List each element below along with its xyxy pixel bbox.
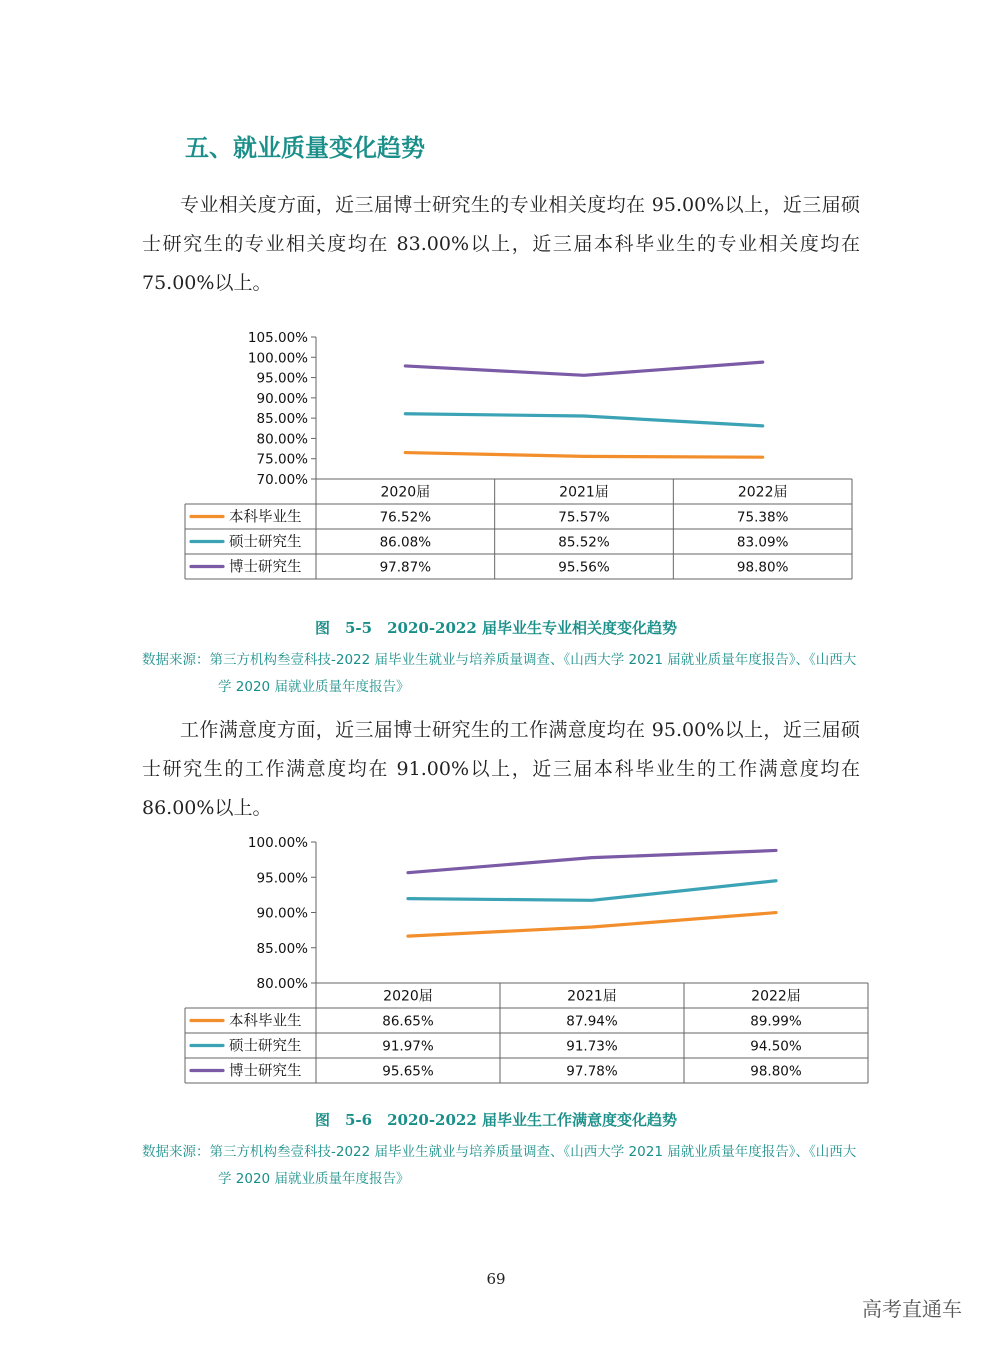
legend-label: 博士研究生 <box>229 559 302 576</box>
series-line <box>408 913 776 937</box>
y-tick-label: 105.00% <box>247 330 308 346</box>
data-label: 75.38% <box>736 509 789 526</box>
source-text: 第三方机构叁壹科技-2022 届毕业生就业与培养质量调查、《山西大学 2021 届就业质量年度报告》、《山西大学 2020 届就业质量年度报告》 <box>209 1144 857 1187</box>
y-tick-label: 85.00% <box>256 411 308 428</box>
legend-label: 本科毕业生 <box>229 509 302 526</box>
series-line <box>405 453 762 458</box>
y-tick-label: 80.00% <box>256 431 308 448</box>
y-tick-label: 70.00% <box>256 472 308 488</box>
y-tick-label: 75.00% <box>256 451 308 468</box>
series-line <box>408 850 776 872</box>
category-label: 2022届 <box>737 484 788 501</box>
y-tick-label: 85.00% <box>256 940 308 957</box>
legend-label: 硕士研究生 <box>229 534 302 551</box>
y-tick-label: 90.00% <box>256 390 308 407</box>
category-label: 2020届 <box>380 484 431 501</box>
data-label: 76.52% <box>379 509 432 526</box>
figure-caption-5-5: 图 5-5 2020-2022 届毕业生专业相关度变化趋势 <box>314 619 678 637</box>
category-label: 2021届 <box>559 484 609 501</box>
data-label: 97.78% <box>566 1063 618 1080</box>
data-label: 85.52% <box>558 534 610 551</box>
data-label: 94.50% <box>750 1038 802 1055</box>
y-tick-label: 95.00% <box>256 870 308 887</box>
category-label: 2020届 <box>383 988 433 1005</box>
series-line <box>408 881 776 901</box>
data-label: 95.65% <box>382 1063 434 1080</box>
data-label: 83.09% <box>736 534 789 551</box>
data-label: 87.94% <box>566 1013 618 1030</box>
paragraph-satisfaction: 工作满意度方面，近三届博士研究生的工作满意度均在 95.00%以上，近三届硕士研究生的工作满意度均在 91.00%以上，近三届本科毕业生的工作满意度均在 86.00%以上。 <box>142 719 860 819</box>
data-label: 91.97% <box>382 1038 434 1055</box>
source-label: 数据来源： <box>142 1144 210 1160</box>
data-label: 91.73% <box>566 1038 618 1055</box>
source-text: 第三方机构叁壹科技-2022 届毕业生就业与培养质量调查、《山西大学 2021 届就业质量年度报告》、《山西大学 2020 届就业质量年度报告》 <box>209 652 857 695</box>
figure-source-5-5 <box>142 647 862 701</box>
figure-source-5-6 <box>142 1139 862 1193</box>
source-label: 数据来源： <box>142 652 210 668</box>
data-label: 86.08% <box>379 534 432 551</box>
category-label: 2022届 <box>751 988 801 1005</box>
data-label: 97.87% <box>379 559 432 576</box>
paragraph-relevance: 专业相关度方面，近三届博士研究生的专业相关度均在 95.00%以上，近三届硕士研究生的专业相关度均在 83.00%以上，近三届本科毕业生的专业相关度均在 75.00%以上。 <box>142 194 860 294</box>
section-heading: 五、就业质量变化趋势 <box>185 134 425 162</box>
category-label: 2021届 <box>567 988 617 1005</box>
data-label: 95.56% <box>558 559 610 576</box>
y-tick-label: 95.00% <box>256 370 308 387</box>
legend-label: 硕士研究生 <box>229 1038 302 1055</box>
y-tick-label: 100.00% <box>247 350 308 367</box>
y-tick-label: 100.00% <box>247 835 308 851</box>
y-tick-label: 90.00% <box>256 905 308 922</box>
figure-caption-5-6: 图 5-6 2020-2022 届毕业生工作满意度变化趋势 <box>314 1111 678 1129</box>
watermark-text: 高考直通车 <box>862 1297 962 1321</box>
legend-label: 博士研究生 <box>229 1063 302 1080</box>
data-label: 89.99% <box>750 1013 802 1030</box>
y-tick-label: 80.00% <box>256 976 308 992</box>
data-label: 75.57% <box>558 509 610 526</box>
series-line <box>405 362 762 375</box>
page-number: 69 <box>486 1270 506 1288</box>
data-label: 86.65% <box>382 1013 434 1030</box>
data-label: 98.80% <box>736 559 789 576</box>
data-label: 98.80% <box>750 1063 802 1080</box>
legend-label: 本科毕业生 <box>229 1013 302 1030</box>
series-line <box>405 414 762 426</box>
